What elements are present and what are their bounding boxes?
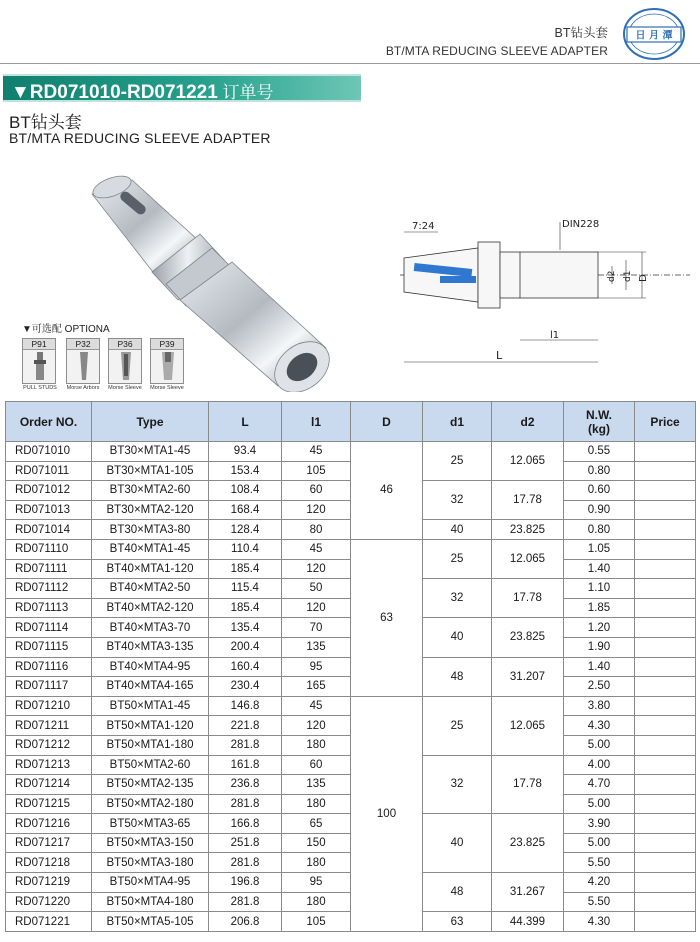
banner-code-range: ▼RD071010-RD071221 <box>11 82 218 103</box>
l1-cell: 65 <box>282 814 351 834</box>
L-cell: 128.4 <box>209 520 282 540</box>
type-cell: BT40×MTA3-135 <box>92 637 209 657</box>
option-p36 <box>108 338 142 384</box>
type-cell: BT40×MTA4-165 <box>92 677 209 697</box>
price-cell <box>635 677 696 697</box>
price-cell <box>635 579 696 599</box>
order-no-cell: RD071114 <box>6 618 92 638</box>
logo-text: 日 月 潭 <box>635 30 673 42</box>
weight-cell: 3.80 <box>564 696 635 716</box>
price-cell <box>635 657 696 677</box>
L-cell: 110.4 <box>209 539 282 559</box>
l1-cell: 180 <box>282 735 351 755</box>
order-no-cell: RD071013 <box>6 500 92 520</box>
d1-cell: 40 <box>423 618 492 657</box>
d1-cell: 32 <box>423 481 492 520</box>
type-cell: BT30×MTA1-45 <box>92 442 209 462</box>
col-d1: d1 <box>423 402 492 442</box>
d2-cell: 17.78 <box>492 481 564 520</box>
weight-cell: 0.80 <box>564 461 635 481</box>
type-cell: BT50×MTA1-180 <box>92 735 209 755</box>
header-divider <box>0 63 700 64</box>
l1-cell: 95 <box>282 657 351 677</box>
option-code: P36 <box>109 339 141 350</box>
price-cell <box>635 814 696 834</box>
spec-table-body <box>6 442 696 932</box>
d2-cell: 12.065 <box>492 696 564 755</box>
d1-cell: 40 <box>423 520 492 540</box>
product-title-cn: BT钻头套 <box>9 113 82 132</box>
l1-cell: 60 <box>282 755 351 775</box>
L-cell: 135.4 <box>209 618 282 638</box>
col-d2: d2 <box>492 402 564 442</box>
technical-drawing <box>400 212 690 372</box>
type-cell: BT50×MTA1-45 <box>92 696 209 716</box>
option-caption: Morse Sleeve <box>150 385 184 391</box>
weight-cell: 4.30 <box>564 716 635 736</box>
option-code: P91 <box>23 339 55 350</box>
order-no-cell: RD071117 <box>6 677 92 697</box>
type-cell: BT50×MTA4-95 <box>92 873 209 893</box>
order-no-cell: RD071014 <box>6 520 92 540</box>
l1-cell: 180 <box>282 853 351 873</box>
L-cell: 196.8 <box>209 873 282 893</box>
L-cell: 281.8 <box>209 735 282 755</box>
L-cell: 161.8 <box>209 755 282 775</box>
weight-cell: 1.40 <box>564 559 635 579</box>
order-no-cell: RD071218 <box>6 853 92 873</box>
L-cell: 281.8 <box>209 794 282 814</box>
weight-cell: 4.30 <box>564 912 635 932</box>
L-cell: 146.8 <box>209 696 282 716</box>
d1-cell: 32 <box>423 579 492 618</box>
product-title-en: BT/MTA REDUCING SLEEVE ADAPTER <box>9 130 271 146</box>
type-cell: BT50×MTA3-180 <box>92 853 209 873</box>
l1-cell: 50 <box>282 579 351 599</box>
price-cell <box>635 853 696 873</box>
col-l1: l1 <box>282 402 351 442</box>
weight-cell: 1.85 <box>564 598 635 618</box>
L-cell: 168.4 <box>209 500 282 520</box>
type-cell: BT40×MTA3-70 <box>92 618 209 638</box>
l1-cell: 120 <box>282 598 351 618</box>
dim-L-label: L <box>496 349 503 362</box>
L-cell: 221.8 <box>209 716 282 736</box>
d1-cell: 25 <box>423 696 492 755</box>
price-cell <box>635 716 696 736</box>
weight-cell: 5.50 <box>564 892 635 912</box>
price-cell <box>635 892 696 912</box>
order-no-cell: RD071010 <box>6 442 92 462</box>
type-cell: BT40×MTA4-95 <box>92 657 209 677</box>
L-cell: 153.4 <box>209 461 282 481</box>
l1-cell: 95 <box>282 873 351 893</box>
order-banner <box>3 74 361 102</box>
d2-cell: 31.207 <box>492 657 564 696</box>
order-no-cell: RD071213 <box>6 755 92 775</box>
col-price: Price <box>635 402 696 442</box>
L-cell: 236.8 <box>209 775 282 795</box>
type-cell: BT30×MTA2-120 <box>92 500 209 520</box>
d1-cell: 32 <box>423 755 492 814</box>
L-cell: 108.4 <box>209 481 282 501</box>
price-cell <box>635 500 696 520</box>
option-code: P32 <box>67 339 99 350</box>
din-label: DIN228 <box>562 219 600 230</box>
d1-cell: 63 <box>423 912 492 932</box>
L-cell: 166.8 <box>209 814 282 834</box>
L-cell: 251.8 <box>209 833 282 853</box>
type-cell: BT50×MTA4-180 <box>92 892 209 912</box>
d1-cell: 48 <box>423 873 492 912</box>
type-cell: BT50×MTA2-135 <box>92 775 209 795</box>
type-cell: BT50×MTA3-65 <box>92 814 209 834</box>
col-type: Type <box>92 402 209 442</box>
weight-cell: 1.90 <box>564 637 635 657</box>
table-header-row <box>6 402 696 442</box>
price-cell <box>635 442 696 462</box>
l1-cell: 120 <box>282 559 351 579</box>
price-cell <box>635 735 696 755</box>
price-cell <box>635 794 696 814</box>
col-nw-label: N.W. <box>586 407 612 422</box>
price-cell <box>635 539 696 559</box>
option-caption: Morse Arbors <box>66 385 100 391</box>
l1-cell: 120 <box>282 716 351 736</box>
D-cell: 63 <box>351 539 423 696</box>
order-no-cell: RD071110 <box>6 539 92 559</box>
spec-table <box>5 401 696 932</box>
price-cell <box>635 461 696 481</box>
pull-stud-icon <box>32 352 48 382</box>
dim-l1-label: l1 <box>550 330 560 341</box>
morse-sleeve-2-icon <box>160 352 176 382</box>
weight-cell: 0.55 <box>564 442 635 462</box>
order-no-cell: RD071116 <box>6 657 92 677</box>
l1-cell: 165 <box>282 677 351 697</box>
l1-cell: 180 <box>282 892 351 912</box>
l1-cell: 120 <box>282 500 351 520</box>
order-no-cell: RD071215 <box>6 794 92 814</box>
D-cell: 46 <box>351 442 423 540</box>
L-cell: 115.4 <box>209 579 282 599</box>
l1-cell: 45 <box>282 696 351 716</box>
order-no-cell: RD071115 <box>6 637 92 657</box>
table-row <box>6 539 696 559</box>
price-cell <box>635 912 696 932</box>
type-cell: BT30×MTA3-80 <box>92 520 209 540</box>
order-no-cell: RD071216 <box>6 814 92 834</box>
type-cell: BT40×MTA1-120 <box>92 559 209 579</box>
order-no-cell: RD071214 <box>6 775 92 795</box>
type-cell: BT50×MTA1-120 <box>92 716 209 736</box>
col-nw <box>564 402 635 442</box>
D-cell: 100 <box>351 696 423 931</box>
weight-cell: 3.90 <box>564 814 635 834</box>
L-cell: 206.8 <box>209 912 282 932</box>
L-cell: 160.4 <box>209 657 282 677</box>
order-no-cell: RD071011 <box>6 461 92 481</box>
weight-cell: 1.05 <box>564 539 635 559</box>
L-cell: 185.4 <box>209 559 282 579</box>
d2-cell: 31.267 <box>492 873 564 912</box>
l1-cell: 135 <box>282 637 351 657</box>
order-no-cell: RD071220 <box>6 892 92 912</box>
l1-cell: 105 <box>282 912 351 932</box>
type-cell: BT50×MTA2-60 <box>92 755 209 775</box>
order-no-cell: RD071217 <box>6 833 92 853</box>
table-row <box>6 696 696 716</box>
price-cell <box>635 775 696 795</box>
l1-cell: 150 <box>282 833 351 853</box>
price-cell <box>635 755 696 775</box>
option-p32 <box>66 338 100 384</box>
price-cell <box>635 520 696 540</box>
L-cell: 185.4 <box>209 598 282 618</box>
type-cell: BT30×MTA1-105 <box>92 461 209 481</box>
header-category-cn: BT钻头套 <box>554 26 608 40</box>
price-cell <box>635 637 696 657</box>
l1-cell: 180 <box>282 794 351 814</box>
col-D: D <box>351 402 423 442</box>
col-order-no: Order NO. <box>6 402 92 442</box>
l1-cell: 70 <box>282 618 351 638</box>
weight-cell: 1.40 <box>564 657 635 677</box>
order-no-cell: RD071112 <box>6 579 92 599</box>
option-p91 <box>22 338 56 384</box>
d2-cell: 17.78 <box>492 755 564 814</box>
brand-logo <box>622 6 686 62</box>
option-caption: PULL STUDS <box>23 385 57 391</box>
weight-cell: 5.00 <box>564 794 635 814</box>
L-cell: 93.4 <box>209 442 282 462</box>
d1-cell: 40 <box>423 814 492 873</box>
option-caption: Morse Sleeve <box>108 385 142 391</box>
l1-cell: 135 <box>282 775 351 795</box>
type-cell: BT50×MTA2-180 <box>92 794 209 814</box>
weight-cell: 4.70 <box>564 775 635 795</box>
d2-cell: 12.065 <box>492 539 564 578</box>
l1-cell: 45 <box>282 539 351 559</box>
l1-cell: 45 <box>282 442 351 462</box>
weight-cell: 2.50 <box>564 677 635 697</box>
order-no-cell: RD071210 <box>6 696 92 716</box>
type-cell: BT30×MTA2-60 <box>92 481 209 501</box>
order-no-cell: RD071113 <box>6 598 92 618</box>
option-code: P39 <box>151 339 183 350</box>
price-cell <box>635 873 696 893</box>
l1-cell: 60 <box>282 481 351 501</box>
d2-cell: 44.399 <box>492 912 564 932</box>
L-cell: 281.8 <box>209 892 282 912</box>
type-cell: BT50×MTA3-150 <box>92 833 209 853</box>
price-cell <box>635 598 696 618</box>
order-no-cell: RD071221 <box>6 912 92 932</box>
banner-order-label: 订单号 <box>217 83 274 102</box>
price-cell <box>635 559 696 579</box>
L-cell: 230.4 <box>209 677 282 697</box>
d2-cell: 23.825 <box>492 618 564 657</box>
weight-cell: 0.60 <box>564 481 635 501</box>
type-cell: BT40×MTA1-45 <box>92 539 209 559</box>
weight-cell: 4.00 <box>564 755 635 775</box>
price-cell <box>635 618 696 638</box>
type-cell: BT50×MTA5-105 <box>92 912 209 932</box>
d2-cell: 23.825 <box>492 814 564 873</box>
d2-cell: 23.825 <box>492 520 564 540</box>
order-no-cell: RD071211 <box>6 716 92 736</box>
dim-d1-label: d1 <box>623 270 633 282</box>
table-row <box>6 442 696 462</box>
dim-D-label: D <box>638 274 649 282</box>
d1-cell: 25 <box>423 539 492 578</box>
price-cell <box>635 833 696 853</box>
L-cell: 281.8 <box>209 853 282 873</box>
weight-cell: 4.20 <box>564 873 635 893</box>
dim-d2-label: d2 <box>607 270 617 282</box>
col-nw-unit: (kg) <box>588 421 610 436</box>
weight-cell: 0.90 <box>564 500 635 520</box>
weight-cell: 1.10 <box>564 579 635 599</box>
order-no-cell: RD071111 <box>6 559 92 579</box>
type-cell: BT40×MTA2-50 <box>92 579 209 599</box>
d2-cell: 17.78 <box>492 579 564 618</box>
weight-cell: 5.50 <box>564 853 635 873</box>
price-cell <box>635 481 696 501</box>
order-no-cell: RD071212 <box>6 735 92 755</box>
taper-label: 7:24 <box>412 221 435 232</box>
morse-arbor-icon <box>76 352 92 382</box>
options-heading: ▼可选配 OPTIONA <box>22 324 110 335</box>
weight-cell: 5.00 <box>564 833 635 853</box>
weight-cell: 0.80 <box>564 520 635 540</box>
weight-cell: 5.00 <box>564 735 635 755</box>
col-L: L <box>209 402 282 442</box>
order-no-cell: RD071012 <box>6 481 92 501</box>
option-p39 <box>150 338 184 384</box>
price-cell <box>635 696 696 716</box>
weight-cell: 1.20 <box>564 618 635 638</box>
l1-cell: 80 <box>282 520 351 540</box>
d1-cell: 25 <box>423 442 492 481</box>
morse-sleeve-icon <box>118 352 134 382</box>
header-category-en: BT/MTA REDUCING SLEEVE ADAPTER <box>385 44 608 58</box>
type-cell: BT40×MTA2-120 <box>92 598 209 618</box>
L-cell: 200.4 <box>209 637 282 657</box>
l1-cell: 105 <box>282 461 351 481</box>
d2-cell: 12.065 <box>492 442 564 481</box>
d1-cell: 48 <box>423 657 492 696</box>
order-no-cell: RD071219 <box>6 873 92 893</box>
